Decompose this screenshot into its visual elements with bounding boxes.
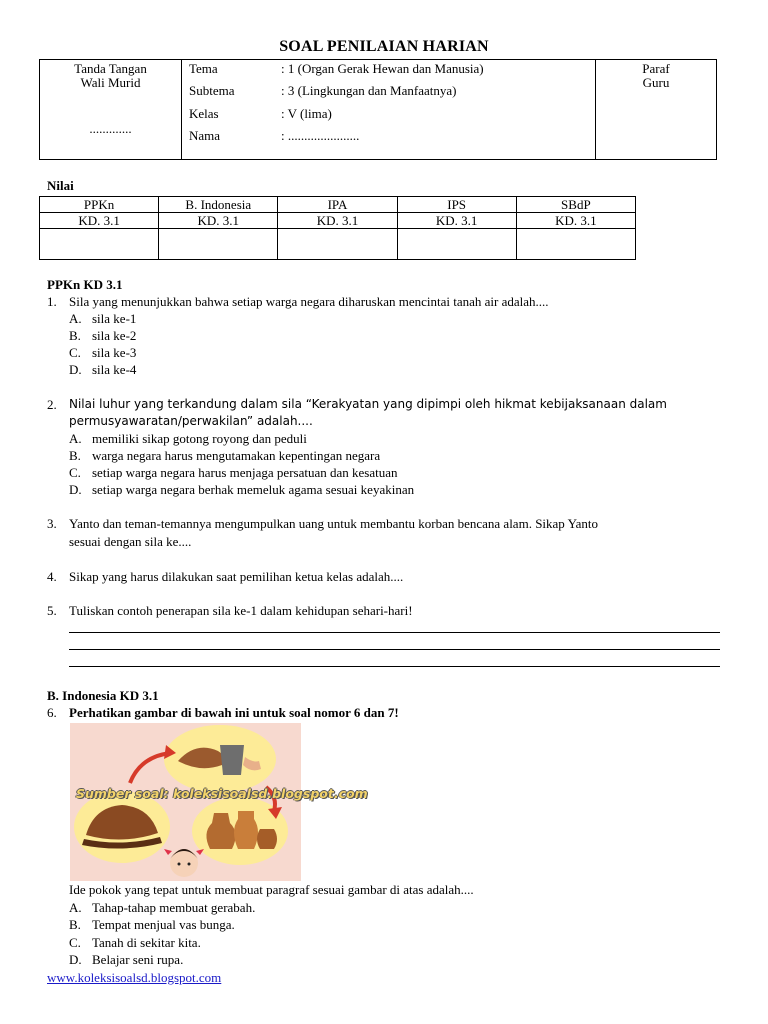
question-number: 4. [47, 569, 57, 584]
question-number: 5. [47, 603, 57, 618]
source-watermark: Sumber soal: koleksisoalsd.blogspot.com [76, 786, 368, 801]
footer-website-link[interactable]: www.koleksisoalsd.blogspot.com [47, 970, 222, 985]
option-letter: D. [69, 952, 82, 967]
option-text: memiliki sikap gotong royong dan peduli [92, 431, 307, 446]
question-text: Sila yang menunjukkan bahwa setiap warga negara diharuskan mencintai tanah air adalah.... [69, 294, 549, 309]
option-text: Belajar seni rupa. [92, 952, 184, 967]
option-letter: B. [69, 328, 81, 343]
pottery-process-svg [70, 723, 301, 881]
grade-table [39, 196, 636, 260]
answer-line [69, 666, 720, 667]
option [69, 465, 398, 481]
option-letter: B. [69, 448, 81, 463]
option [69, 935, 201, 951]
grade-score-cell [397, 229, 516, 260]
child-face-icon [170, 849, 198, 877]
question-text: Tuliskan contoh penerapan sila ke-1 dalam kehidupan sehari-hari! [69, 603, 413, 618]
option-text: sila ke-4 [92, 362, 137, 377]
field-key: Subtema [189, 83, 235, 98]
question-number: 3. [47, 516, 57, 531]
teacher-signature-cell [595, 60, 716, 159]
option-letter: C. [69, 935, 81, 950]
option [69, 345, 136, 361]
field-value: : ...................... [281, 128, 360, 143]
grade-kd-cell: KD. 3.1 [397, 213, 516, 229]
question-text-line-1: Yanto dan teman-temannya mengumpulkan uang untuk membantu korban bencana alam. Sikap Yanto [69, 516, 599, 531]
option-letter: D. [69, 362, 82, 377]
field-key: Kelas [189, 106, 219, 121]
option [69, 328, 136, 344]
option [69, 917, 235, 933]
option-text: setiap warga negara harus menjaga persatuan dan kesatuan [92, 465, 398, 480]
section-title-bindo: B. Indonesia KD 3.1 [47, 688, 159, 703]
option-text: Tanah di sekitar kita. [92, 935, 201, 950]
clay-container-icon [220, 745, 244, 775]
option-text: sila ke-2 [92, 328, 137, 343]
option-text: Tempat menjual vas bunga. [92, 917, 235, 932]
pottery-illustration [70, 723, 368, 881]
grade-kd-row [40, 213, 636, 229]
page-title: SOAL PENILAIAN HARIAN [279, 38, 489, 55]
vase-icon [257, 829, 277, 849]
option-text: warga negara harus mengutamakan kepentingan negara [92, 448, 381, 463]
grade-kd-cell: KD. 3.1 [159, 213, 278, 229]
option-letter: B. [69, 917, 81, 932]
option-letter: D. [69, 482, 82, 497]
grade-score-row [40, 229, 636, 260]
teacher-label-2: Guru [642, 75, 670, 90]
grade-score-cell [278, 229, 397, 260]
field-key: Tema [189, 61, 218, 76]
option [69, 362, 136, 378]
option [69, 431, 307, 447]
option-letter: C. [69, 465, 81, 480]
option-text: setiap warga negara berhak memeluk agama sesuai keyakinan [92, 482, 415, 497]
section-title-ppkn: PPKn KD 3.1 [47, 277, 123, 292]
grade-col-header: PPKn [40, 197, 159, 213]
option-letter: A. [69, 900, 82, 915]
option-letter: A. [69, 311, 82, 326]
grade-col-header: IPA [278, 197, 397, 213]
option-letter: C. [69, 345, 81, 360]
option [69, 900, 255, 916]
grade-col-header: B. Indonesia [159, 197, 278, 213]
option [69, 311, 136, 327]
question-text-line-1: Nilai luhur yang terkandung dalam sila “Kerakyatan yang dipimpi oleh hikmat kebijaksanaan dalam [69, 397, 667, 411]
answer-line [69, 649, 720, 650]
grade-kd-cell: KD. 3.1 [516, 213, 635, 229]
grade-score-cell [516, 229, 635, 260]
option [69, 448, 380, 464]
question-text: Ide pokok yang tepat untuk membuat paragraf sesuai gambar di atas adalah.... [69, 882, 474, 897]
nilai-label: Nilai [47, 178, 74, 193]
grade-score-cell [159, 229, 278, 260]
question-text: Sikap yang harus dilakukan saat pemilihan ketua kelas adalah.... [69, 569, 404, 584]
option-text: sila ke-3 [92, 345, 137, 360]
arrow-icon [130, 753, 170, 783]
identity-box [39, 59, 717, 160]
grade-kd-cell: KD. 3.1 [278, 213, 397, 229]
grade-kd-cell: KD. 3.1 [40, 213, 159, 229]
signature-dots: ............. [89, 121, 132, 136]
answer-line [69, 632, 720, 633]
grade-score-cell [40, 229, 159, 260]
question-text-line-2: sesuai dengan sila ke.... [69, 534, 192, 549]
field-value: : 1 (Organ Gerak Hewan dan Manusia) [281, 61, 484, 76]
option-letter: A. [69, 431, 82, 446]
question-text: Perhatikan gambar di bawah ini untuk soal nomor 6 dan 7! [69, 705, 399, 720]
question-number: 1. [47, 294, 57, 309]
teacher-label-1: Paraf [642, 61, 670, 76]
option [69, 952, 183, 968]
child-eye-icon [188, 863, 191, 866]
signature-label-2: Wali Murid [80, 75, 141, 90]
child-eye-icon [178, 863, 181, 866]
question-number: 2. [47, 397, 57, 412]
grade-col-header: SBdP [516, 197, 635, 213]
question-number: 6. [47, 705, 57, 720]
option-text: Tahap-tahap membuat gerabah. [92, 900, 256, 915]
field-value: : 3 (Lingkungan dan Manfaatnya) [281, 83, 457, 98]
grade-header-row [40, 197, 636, 213]
option [69, 482, 414, 498]
option-text: sila ke-1 [92, 311, 137, 326]
signature-label-1: Tanda Tangan [74, 61, 147, 76]
parent-signature-cell [40, 60, 182, 159]
question-text-line-2: permusyawaratan/perwakilan” adalah.... [69, 414, 313, 428]
field-key: Nama [189, 128, 221, 143]
grade-col-header: IPS [397, 197, 516, 213]
field-value: : V (lima) [281, 106, 332, 121]
